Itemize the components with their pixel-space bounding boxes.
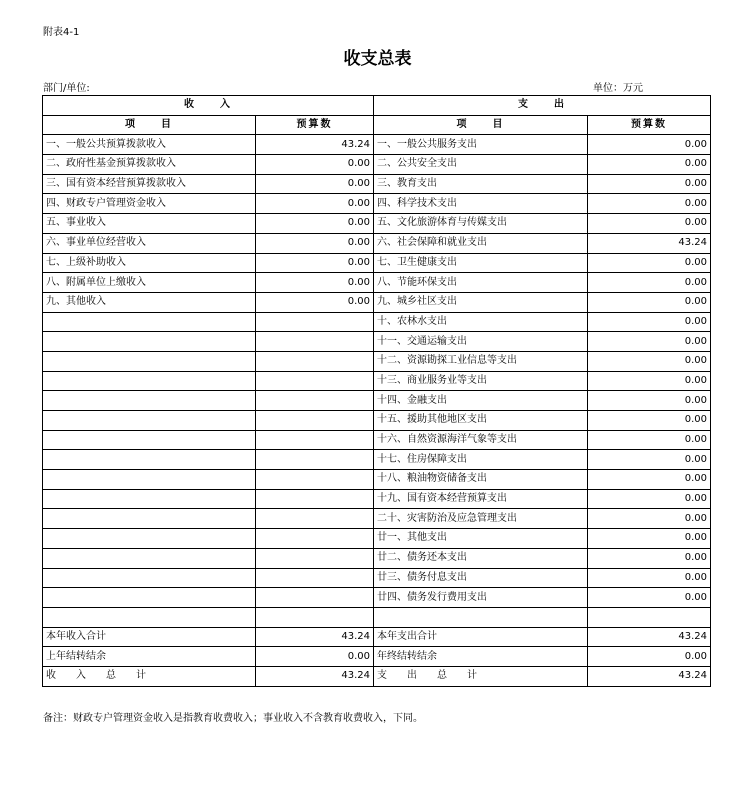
expense-header: 支 出 [374,96,711,116]
income-value-cell [256,351,374,371]
table-row [43,233,711,253]
table-row [43,371,711,391]
expense-item-cell: 十五、援助其他地区支出 [374,411,588,431]
table-row [43,411,711,431]
income-item-cell: 八、附属单位上缴收入 [43,273,256,293]
income-item-cell [43,529,256,549]
income-item-cell: 一、一般公共预算拨款收入 [43,135,256,155]
table-row [43,194,711,214]
income-value-cell [256,470,374,490]
table-row [43,588,711,608]
table-row [43,509,711,529]
expense-value-cell: 0.00 [588,568,711,588]
income-value-cell [256,450,374,470]
attachment-label: 附表4-1 [43,27,80,38]
income-item-cell [43,411,256,431]
expense-item-cell: 十八、粮油物资储备支出 [374,470,588,490]
income-value-cell: 0.00 [256,194,374,214]
expense-value-cell: 0.00 [588,351,711,371]
income-item-cell [43,607,256,627]
income-item-cell [43,332,256,352]
income-item-cell [43,351,256,371]
expense-item-cell: 廿四、债务发行费用支出 [374,588,588,608]
expense-item-cell: 廿一、其他支出 [374,529,588,549]
table-row [43,253,711,273]
table-row [43,135,711,155]
expense-item-cell: 十二、资源勘探工业信息等支出 [374,351,588,371]
expense-item-header: 项 目 [374,115,588,135]
income-value-cell [256,391,374,411]
expense-value-cell: 0.00 [588,194,711,214]
income-value-cell: 43.24 [256,627,374,647]
income-item-cell: 本年收入合计 [43,627,256,647]
expense-value-cell: 0.00 [588,214,711,234]
table-row [43,450,711,470]
income-value-cell [256,411,374,431]
income-value-cell [256,489,374,509]
expense-value-cell: 0.00 [588,273,711,293]
expense-value-cell: 43.24 [588,627,711,647]
income-item-cell: 五、事业收入 [43,214,256,234]
income-item-cell [43,509,256,529]
income-value-cell [256,332,374,352]
expense-item-cell: 三、教育支出 [374,174,588,194]
income-item-cell [43,450,256,470]
expense-item-cell: 十七、住房保障支出 [374,450,588,470]
expense-item-cell: 十、农林水支出 [374,312,588,332]
table-row [43,391,711,411]
income-value-cell: 0.00 [256,155,374,175]
table-row [43,568,711,588]
expense-value-cell: 0.00 [588,588,711,608]
expense-item-cell: 十四、金融支出 [374,391,588,411]
expense-item-cell: 九、城乡社区支出 [374,292,588,312]
expense-value-cell: 0.00 [588,332,711,352]
income-value-cell: 0.00 [256,214,374,234]
income-item-cell [43,588,256,608]
expense-value-cell: 0.00 [588,391,711,411]
expense-value-cell: 0.00 [588,430,711,450]
expense-item-cell: 五、文化旅游体育与传媒支出 [374,214,588,234]
income-value-cell [256,588,374,608]
income-value-cell [256,430,374,450]
income-value-cell: 43.24 [256,666,374,686]
expense-item-cell: 本年支出合计 [374,627,588,647]
income-item-cell: 收 入 总 计 [43,666,256,686]
expense-item-cell: 六、社会保障和就业支出 [374,233,588,253]
table-row [43,351,711,371]
table-row [43,470,711,490]
income-item-cell [43,430,256,450]
section-header-row [43,96,711,116]
income-item-cell [43,391,256,411]
expense-value-cell [588,607,711,627]
expense-item-cell: 十九、国有资本经营预算支出 [374,489,588,509]
income-item-cell [43,371,256,391]
income-value-cell [256,568,374,588]
income-value-cell [256,509,374,529]
expense-value-cell: 0.00 [588,647,711,667]
income-item-cell [43,470,256,490]
department-label: 部门/单位: [43,83,90,94]
expense-item-cell: 支 出 总 计 [374,666,588,686]
income-item-header: 项 目 [43,115,256,135]
table-row [43,214,711,234]
income-value-cell: 0.00 [256,647,374,667]
page-title: 收支总表 [343,49,412,69]
expense-value-cell: 0.00 [588,292,711,312]
income-value-cell: 0.00 [256,174,374,194]
expense-value-cell: 0.00 [588,470,711,490]
expense-item-cell: 四、科学技术支出 [374,194,588,214]
table-row [43,312,711,332]
expense-item-cell [374,607,588,627]
income-header: 收 入 [43,96,374,116]
expense-item-cell: 七、卫生健康支出 [374,253,588,273]
expense-item-cell: 十六、自然资源海洋气象等支出 [374,430,588,450]
income-value-cell [256,312,374,332]
income-value-cell [256,529,374,549]
income-item-cell: 九、其他收入 [43,292,256,312]
table-row [43,548,711,568]
expense-value-cell: 0.00 [588,135,711,155]
income-item-cell [43,568,256,588]
table-row [43,292,711,312]
expense-value-cell: 0.00 [588,548,711,568]
column-header-row [43,115,711,135]
unit-label: 单位：万元 [593,83,643,94]
income-item-cell: 四、财政专户管理资金收入 [43,194,256,214]
expense-item-cell: 十三、商业服务业等支出 [374,371,588,391]
expense-value-cell: 0.00 [588,489,711,509]
expense-item-cell: 二十、灾害防治及应急管理支出 [374,509,588,529]
income-value-cell [256,607,374,627]
table-row [43,666,711,686]
table-row [43,489,711,509]
income-item-cell: 二、政府性基金预算拨款收入 [43,155,256,175]
income-item-cell: 七、上级补助收入 [43,253,256,273]
income-value-cell [256,548,374,568]
income-value-cell: 43.24 [256,135,374,155]
footnote: 备注：财政专户管理资金收入是指教育收费收入；事业收入不含教育收费收入，下同。 [43,713,423,724]
expense-item-cell: 十一、交通运输支出 [374,332,588,352]
expense-value-cell: 0.00 [588,371,711,391]
expense-value-cell: 0.00 [588,253,711,273]
expense-value-cell: 0.00 [588,411,711,431]
income-item-cell [43,548,256,568]
expense-item-cell: 八、节能环保支出 [374,273,588,293]
table-row [43,529,711,549]
table-row [43,273,711,293]
income-item-cell: 上年结转结余 [43,647,256,667]
summary-table [42,95,711,687]
income-item-cell [43,312,256,332]
income-budget-header: 预算数 [256,115,374,135]
expense-value-cell: 0.00 [588,174,711,194]
expense-item-cell: 廿二、债务还本支出 [374,548,588,568]
expense-value-cell: 0.00 [588,509,711,529]
expense-value-cell: 43.24 [588,666,711,686]
expense-budget-header: 预算数 [588,115,711,135]
table-row [43,607,711,627]
income-item-cell [43,489,256,509]
table-row [43,430,711,450]
income-item-cell: 三、国有资本经营预算拨款收入 [43,174,256,194]
table-row [43,627,711,647]
expense-value-cell: 43.24 [588,233,711,253]
expense-item-cell: 年终结转结余 [374,647,588,667]
expense-value-cell: 0.00 [588,529,711,549]
income-value-cell: 0.00 [256,253,374,273]
table-row [43,647,711,667]
expense-value-cell: 0.00 [588,450,711,470]
expense-item-cell: 一、一般公共服务支出 [374,135,588,155]
table-row [43,174,711,194]
expense-item-cell: 廿三、债务付息支出 [374,568,588,588]
income-item-cell: 六、事业单位经营收入 [43,233,256,253]
income-value-cell [256,371,374,391]
table-row [43,332,711,352]
income-value-cell: 0.00 [256,233,374,253]
income-value-cell: 0.00 [256,273,374,293]
expense-value-cell: 0.00 [588,155,711,175]
expense-item-cell: 二、公共安全支出 [374,155,588,175]
expense-value-cell: 0.00 [588,312,711,332]
table-row [43,155,711,175]
income-value-cell: 0.00 [256,292,374,312]
